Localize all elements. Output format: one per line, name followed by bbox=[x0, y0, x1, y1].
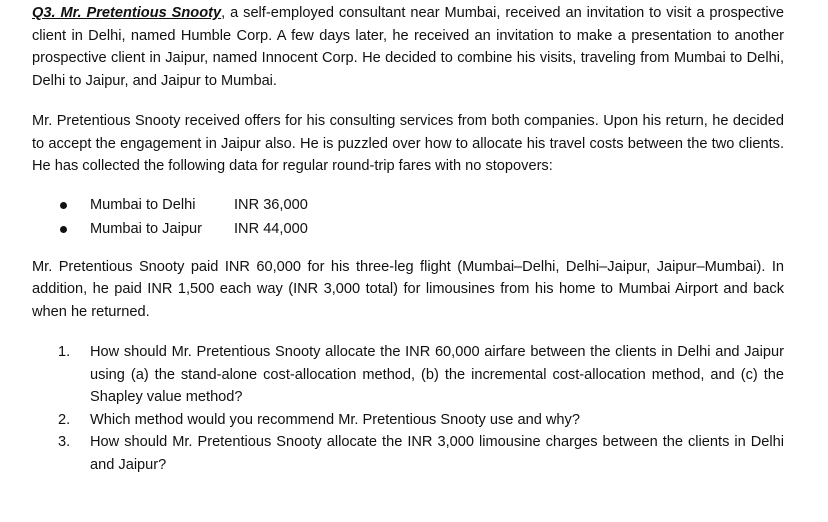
fare-item bbox=[58, 193, 784, 217]
question-number: 2. bbox=[58, 411, 71, 428]
question-title: Q3. Mr. Pretentious Snooty bbox=[32, 5, 222, 21]
question-list bbox=[32, 341, 784, 476]
question-item bbox=[58, 341, 784, 409]
offers-paragraph: Mr. Pretentious Snooty received offers for his consulting services from both companies. Upon his return, he decided to accept the engagement in Jaipur also. He is puzzled over how to allocate his travel costs between the two clients. He has collected the following data for regular round-trip fares with no stopovers: bbox=[32, 113, 784, 174]
payment-paragraph: Mr. Pretentious Snooty paid INR 60,000 for his three-leg flight (Mumbai–Delhi, Delhi–Jaipur, Jaipur–Mumbai). In addition, he paid INR 1,500 each way (INR 3,000 total) for limousines from his home to Mumbai Airport and back when he returned. bbox=[32, 258, 784, 320]
fare-amount: INR 44,000 bbox=[234, 220, 308, 237]
question-number: 1. bbox=[58, 344, 71, 360]
fare-amount: INR 36,000 bbox=[234, 196, 308, 213]
intro-text: , a self-employed consultant near Mumbai, received an invitation to visit a prospective client in Delhi, named Humble Corp. A few days later, he received an invitation to make a presentation to another prospective client in Jaipur, named Innocent Corp. He decided to combine his visits, traveling from Mumbai to Delhi, Delhi to Jaipur, and Jaipur to Mumbai. bbox=[32, 5, 784, 89]
fare-item bbox=[58, 217, 784, 241]
document-body bbox=[32, 2, 784, 476]
intro-paragraph bbox=[32, 2, 784, 92]
fare-route: Mumbai to Jaipur bbox=[90, 220, 202, 237]
question-item bbox=[58, 431, 784, 476]
question-text: How should Mr. Pretentious Snooty allocate the INR 3,000 limousine charges between the clients in Delhi and Jaipur? bbox=[90, 434, 784, 473]
question-number: 3. bbox=[58, 434, 71, 450]
question-item bbox=[58, 409, 784, 432]
question-text: Which method would you recommend Mr. Pretentious Snooty use and why? bbox=[90, 411, 580, 428]
fare-route: Mumbai to Delhi bbox=[90, 196, 196, 213]
fare-list bbox=[32, 193, 784, 241]
question-text: How should Mr. Pretentious Snooty allocate the INR 60,000 airfare between the clients in Delhi and Jaipur using (a) the stand-alone cost-allocation method, (b) the incremental cost-allocation method, and (c) the Shapley value method? bbox=[90, 344, 784, 405]
